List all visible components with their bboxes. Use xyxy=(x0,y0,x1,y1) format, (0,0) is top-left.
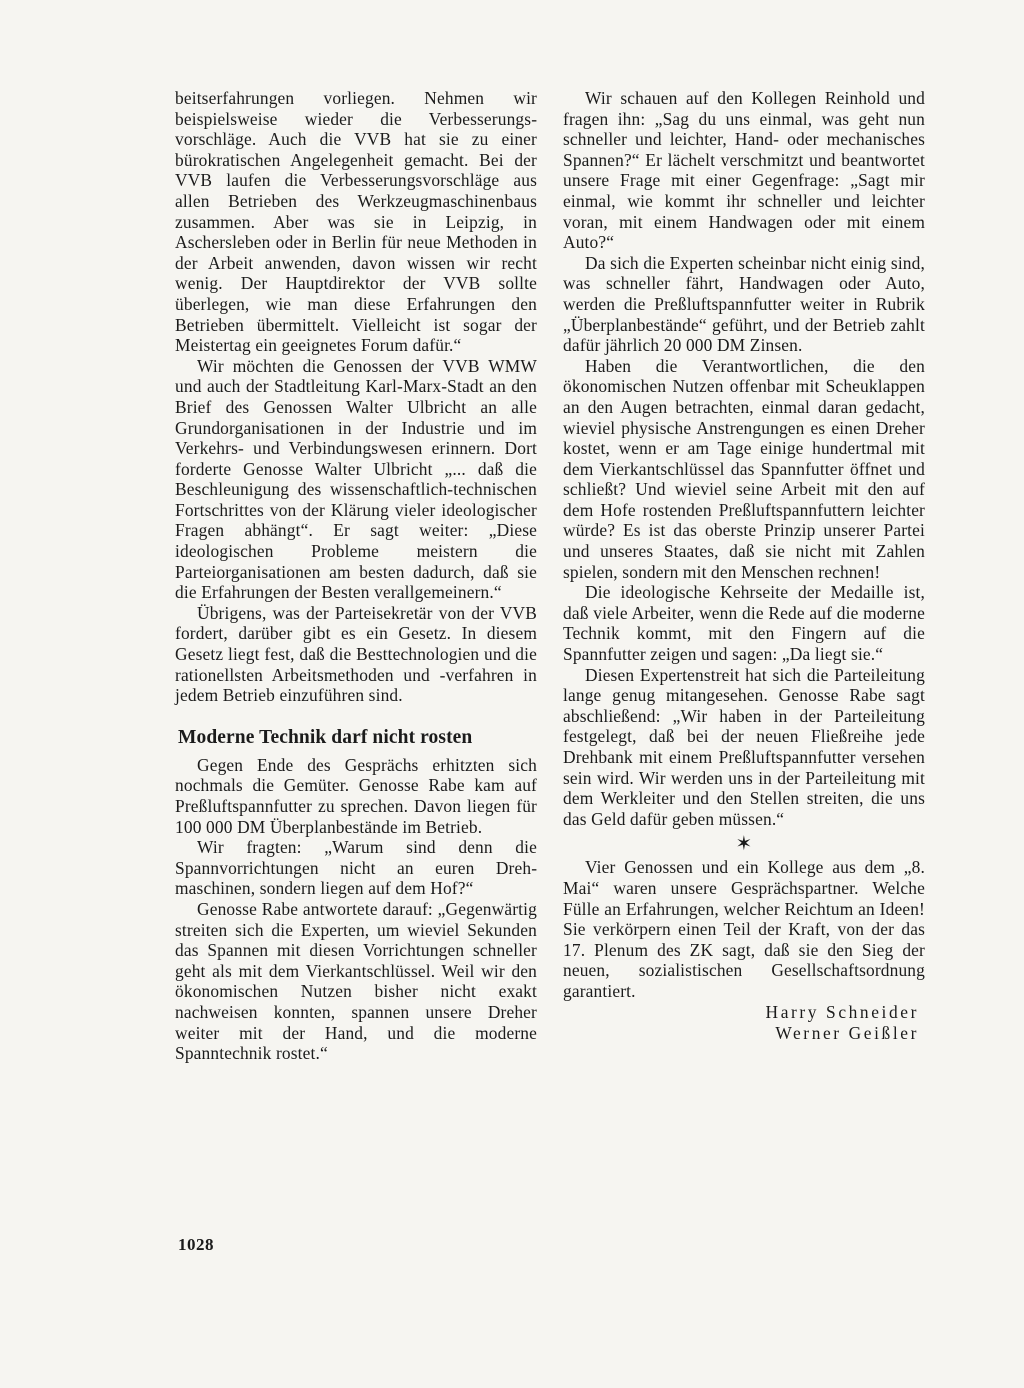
right-paragraph-6: Vier Genossen und ein Kollege aus dem „8. Mai“ waren unsere Gesprächspartner. Welche Fülle an Erfahrungen, welcher Reichtum an Ideen! Sie verkörpern einen Teil der Kraft, von der das 17. Plenum des ZK sagt, daß sie den Sieg der neuen, sozialistischen Gesellschaftsordnung garantiert. xyxy=(563,857,925,1001)
author-name-1: Harry Schneider xyxy=(765,1001,919,1022)
right-paragraph-2: Da sich die Experten scheinbar nicht einig sind, was schneller fährt, Handwagen oder Auto, werden die Preßluftspannfutter weiter in Rubrik „Überplanbestände“ geführt, und der Betrieb zahlt dafür jährlich 20 000 DM Zinsen. xyxy=(563,252,925,356)
left-paragraph-1: beitserfahrungen vorliegen. Nehmen wir beispielsweise wieder die Verbesserungsvorschläge. Auch die VVB hat sie zu einer bürokratischen Angelegenheit gemacht. Bei der VVB laufen die Verbesserungsvorschläge aus allen Betrieben des Werkzeugmaschinenbaus zusammen. Aber was sie in Leipzig, in Aschersleben oder in Berlin für neue Methoden in der Arbeit anwenden, davon wissen wir recht wenig. Der Hauptdirektor der VVB sollte überlegen, wie man diese Erfahrungen den Betrieben übermittelt. Vielleicht ist sogar der Meistertag ein geeignetes Forum dafür.“ xyxy=(175,88,537,356)
page-number: 1028 xyxy=(178,1235,214,1254)
left-paragraph-4: Gegen Ende des Gesprächs erhitzten sich nochmals die Gemüter. Genosse Rabe kam auf Preßluftspannfutter zu sprechen. Davon liegen für 100 000 DM Überplanbestände im Betrieb. xyxy=(175,754,537,837)
left-paragraph-6: Genosse Rabe antwortete darauf: „Gegenwärtig streiten sich die Experten, um wieviel Sekunden das Spannen mit diesen Vorrichtungen schneller geht als mit dem Vierkantschlüssel. Weil wir den ökonomischen Nutzen bisher nicht exakt nachweisen konnten, spannen unsere Dreher weiter mit der Hand, und die moderne Spanntechnik rostet.“ xyxy=(175,898,537,1064)
right-column xyxy=(563,88,925,1044)
right-paragraph-4: Die ideologische Kehrseite der Medaille ist, daß viele Arbeiter, wenn die Rede auf die moderne Technik kommt, mit den Fingern auf die Spannfutter zeigen und sagen: „Da liegt sie.“ xyxy=(563,582,925,665)
right-paragraph-3: Haben die Verantwortlichen, die den ökonomischen Nutzen offenbar mit Scheuklappen an den Augen betrachten, einmal daran gedacht, wieviel physische Anstrengungen es einen Dreher kostet, wenn er am Tage einige hundertmal mit dem Vierkantschlüssel das Spannfutter öffnet und schließt? Und wieviel seine Arbeit mit den auf dem Hofe rostenden Preßluftspannfuttern leichter würde? Es ist das oberste Prinzip unserer Partei und unseres Staates, daß sie nicht mit Zahlen spielen, sondern mit den Menschen rechnen! xyxy=(563,355,925,582)
right-paragraph-1: Wir schauen auf den Kollegen Reinhold und fragen ihn: „Sag du uns einmal, was geht nun schneller und leichter, Hand- oder mechanisches Spannen?“ Er lächelt verschmitzt und beantwortet unsere Frage mit einer Gegenfrage: „Sagt mir einmal, wie kommt ihr schneller und leichter voran, mit einem Handwagen oder mit einem Auto?“ xyxy=(563,88,925,253)
left-paragraph-3: Übrigens, was der Parteisekretär von der VVB fordert, darüber gibt es ein Gesetz. In diesem Gesetz liegt fest, daß die Besttechnologien und die rationellsten Arbeitsmethoden und -verfahren in jedem Betrieb einzuführen sind. xyxy=(175,602,537,706)
section-heading: Moderne Technik darf nicht rosten xyxy=(178,726,473,748)
section-separator: ✶ xyxy=(735,833,753,856)
right-paragraph-5: Diesen Expertenstreit hat sich die Parteileitung lange genug mitangesehen. Genosse Rabe sagt abschließend: „Wir haben in der Parteileitung festgelegt, daß bei der neuen Fließreihe jede Drehbank mit einem Preßluftspannfutter versehen sein wird. Wir werden uns in der Parteileitung mit dem Werkleiter und den Stellen streiten, die uns das Geld dafür geben müssen.“ xyxy=(563,664,925,829)
left-column xyxy=(175,88,537,1064)
author-name-2: Werner Geißler xyxy=(775,1022,919,1043)
left-paragraph-5: Wir fragten: „Warum sind denn die Spannvorrichtungen nicht an euren Drehmaschinen, sondern liegen auf dem Hof?“ xyxy=(175,837,537,899)
left-paragraph-2: Wir möchten die Genossen der VVB WMW und auch der Stadtleitung Karl-Marx-Stadt an den Brief des Genossen Walter Ulbricht an alle Grundorganisationen in der Industrie und im Verkehrs- und Verbindungswesen erinnern. Dort forderte Genosse Walter Ulbricht „... daß die Beschleunigung des wissenschaftlich-technischen Fortschrittes von der Klärung vieler ideologischer Fragen abhängt“. Er sagt weiter: „Diese ideologischen Probleme meistern die Parteiorganisationen am besten dadurch, daß sie die Erfahrungen der Besten verallgemeinern.“ xyxy=(175,355,537,603)
